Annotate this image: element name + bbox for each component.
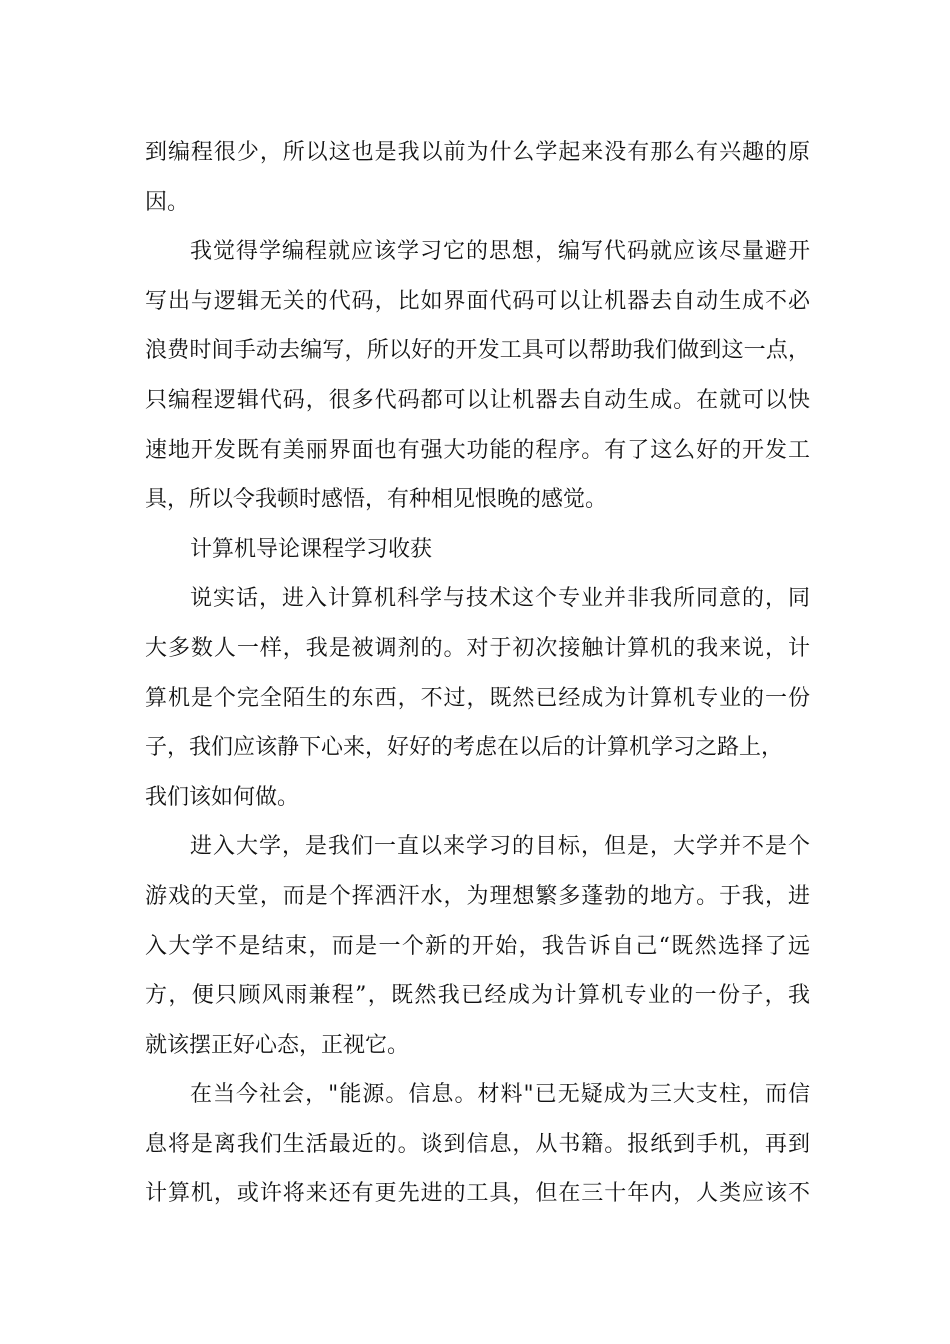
text-line: 写出与逻辑无关的代码，比如界面代码可以让机器去自动生成不必 bbox=[145, 288, 810, 314]
text-line: 到编程很少，所以这也是我以前为什么学起来没有那么有兴趣的原 bbox=[145, 140, 810, 165]
text-line: 计算机，或许将来还有更先进的工具，但在三十年内，人类应该不 bbox=[145, 1181, 810, 1207]
text-line: 具，所以令我顿时感悟，有种相见恨晚的感觉。 bbox=[145, 487, 608, 513]
text-line: 我们该如何做。 bbox=[145, 784, 300, 810]
text-line: 说实话，进入计算机科学与技术这个专业并非我所同意的，同 bbox=[190, 586, 810, 612]
text-line: 息将是离我们生活最近的。谈到信息，从书籍。报纸到手机，再到 bbox=[145, 1131, 810, 1157]
section-heading: 计算机导论课程学习收获 bbox=[190, 536, 433, 562]
text-line: 算机是个完全陌生的东西，不过，既然已经成为计算机专业的一份 bbox=[145, 685, 810, 711]
text-line: 浪费时间手动去编写，所以好的开发工具可以帮助我们做到这一点， bbox=[145, 338, 810, 364]
text-line: 在当今社会，"能源。信息。材料"已无疑成为三大支柱，而信 bbox=[190, 1082, 810, 1108]
text-line: 入大学不是结束，而是一个新的开始，我告诉自己“既然选择了远 bbox=[145, 933, 810, 959]
text-line: 游戏的天堂，而是个挥洒汗水，为理想繁多蓬勃的地方。于我，进 bbox=[145, 883, 810, 909]
text-line: 就该摆正好心态，正视它。 bbox=[145, 1032, 410, 1058]
text-line: 我觉得学编程就应该学习它的思想，编写代码就应该尽量避开 bbox=[190, 239, 810, 265]
text-line: 方，便只顾风雨兼程”，既然我已经成为计算机专业的一份子，我 bbox=[145, 983, 810, 1009]
text-line: 速地开发既有美丽界面也有强大功能的程序。有了这么好的开发工 bbox=[145, 437, 810, 463]
text-line: 进入大学，是我们一直以来学习的目标，但是，大学并不是个 bbox=[190, 834, 810, 860]
body-text bbox=[145, 128, 810, 1219]
text-line: 子，我们应该静下心来，好好的考虑在以后的计算机学习之路上， bbox=[145, 735, 784, 761]
text-line: 只编程逻辑代码，很多代码都可以让机器去自动生成。在就可以快 bbox=[145, 387, 810, 413]
text-line: 因。 bbox=[145, 189, 190, 215]
text-line: 大多数人一样，我是被调剂的。对于初次接触计算机的我来说，计 bbox=[145, 635, 810, 661]
